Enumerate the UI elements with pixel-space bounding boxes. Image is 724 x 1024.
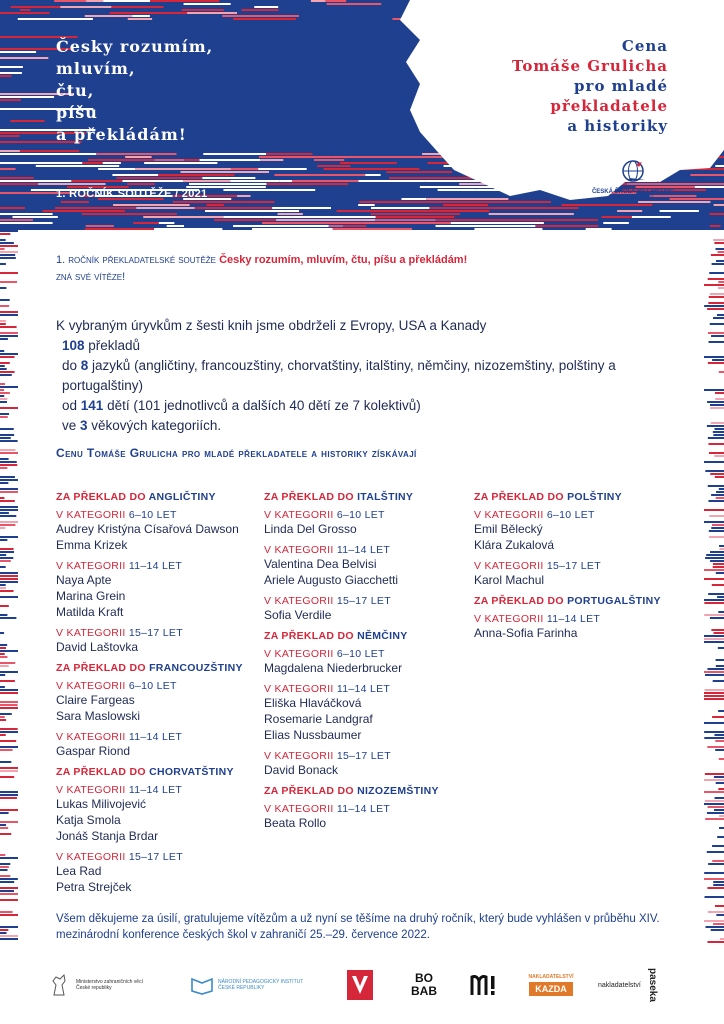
category-heading bbox=[56, 560, 261, 572]
winner-name: Klára Zukalová bbox=[474, 538, 555, 552]
language-heading bbox=[264, 630, 469, 642]
category-heading bbox=[56, 509, 261, 521]
category-heading bbox=[474, 560, 679, 572]
language-name: NĚMČINY bbox=[357, 630, 408, 642]
category-prefix: V KATEGORII bbox=[264, 544, 337, 556]
category-prefix: V KATEGORII bbox=[264, 648, 337, 660]
language-heading bbox=[56, 491, 261, 503]
prize-title-line: pro mladé bbox=[574, 77, 668, 95]
category-heading bbox=[474, 509, 679, 521]
winner-name: Lukas Milivojević bbox=[56, 797, 147, 811]
category-prefix: V KATEGORII bbox=[56, 509, 129, 521]
bobab-top: BO bbox=[415, 971, 433, 985]
m-logo-icon bbox=[469, 973, 499, 997]
v-logo-icon bbox=[347, 970, 373, 1000]
bobab-bottom: BAB bbox=[411, 984, 437, 998]
language-heading bbox=[474, 595, 679, 607]
stat-number: 108 bbox=[62, 338, 85, 353]
paseka-name: paseka bbox=[646, 968, 658, 1002]
category-group bbox=[474, 613, 679, 641]
language-prefix: ZA PŘEKLAD DO bbox=[264, 491, 358, 503]
globe-icon bbox=[622, 160, 644, 182]
stats-text: dětí (101 jednotlivců a dalších 40 dětí ze 7 kolektivů) bbox=[103, 398, 421, 413]
intro-part: 1. ročník překladatelské soutěže bbox=[56, 254, 220, 266]
stats-block bbox=[56, 316, 676, 436]
category-heading bbox=[56, 627, 261, 639]
language-name: PORTUGALŠTINY bbox=[567, 595, 661, 607]
winner-name: Gaspar Riond bbox=[56, 744, 131, 758]
intro-text bbox=[56, 252, 686, 286]
winner-name: David Bonack bbox=[264, 763, 339, 777]
book-icon bbox=[190, 975, 214, 995]
language-name: NIZOZEMŠTINY bbox=[357, 785, 439, 797]
winner-name: Lea Rad bbox=[56, 864, 102, 878]
category-range: 15–17 LET bbox=[546, 560, 601, 572]
language-name: ITALŠTINY bbox=[357, 491, 414, 503]
winner-name: Jonáš Stanja Brdar bbox=[56, 829, 159, 843]
year-line: 1. ROČNÍK SOUTĚŽE / 2021 bbox=[56, 188, 208, 200]
category-range: 15–17 LET bbox=[336, 750, 391, 762]
winner-name: Marina Grein bbox=[56, 589, 126, 603]
winner-name: Emma Krizek bbox=[56, 538, 128, 552]
category-range: 6–10 LET bbox=[128, 680, 177, 692]
category-heading bbox=[264, 509, 469, 521]
winner-name: Rosemarie Landgraf bbox=[264, 712, 373, 726]
winner-name: Karol Machul bbox=[474, 573, 545, 587]
category-group bbox=[56, 784, 261, 844]
category-heading bbox=[56, 680, 261, 692]
category-group bbox=[56, 680, 261, 724]
category-group bbox=[56, 851, 261, 895]
paseka-logo bbox=[598, 966, 690, 1004]
language-prefix: ZA PŘEKLAD DO bbox=[56, 491, 149, 503]
category-heading bbox=[264, 803, 469, 815]
npi-logo bbox=[190, 966, 310, 1004]
winners-column bbox=[474, 487, 679, 648]
category-group bbox=[264, 595, 469, 623]
language-name: CHORVATŠTINY bbox=[149, 766, 234, 778]
winner-name: Matilda Kraft bbox=[56, 605, 124, 619]
logo-subtitle: Česká diaspora bbox=[612, 195, 654, 201]
winner-name: Sofia Verdile bbox=[264, 608, 332, 622]
mf-logo bbox=[464, 966, 504, 1004]
winners-column bbox=[56, 487, 261, 902]
category-range: 6–10 LET bbox=[336, 509, 385, 521]
category-prefix: V KATEGORII bbox=[56, 680, 129, 692]
stats-text: ve bbox=[62, 418, 81, 433]
category-heading bbox=[264, 750, 469, 762]
contest-title-line: píšu bbox=[56, 103, 98, 122]
language-heading bbox=[56, 766, 261, 778]
category-group bbox=[264, 509, 469, 537]
winner-name: Petra Strejček bbox=[56, 880, 132, 894]
prize-title-line: a historiky bbox=[567, 117, 668, 135]
category-group bbox=[56, 627, 261, 655]
stats-text: věkových kategoriích. bbox=[87, 418, 222, 433]
logo-name: ČESKÁ ŠKOLA BEZ HRANIC bbox=[591, 189, 675, 195]
category-group bbox=[56, 509, 261, 553]
language-prefix: ZA PŘEKLAD DO bbox=[474, 491, 568, 503]
category-prefix: V KATEGORII bbox=[56, 851, 129, 863]
stats-text: od bbox=[62, 398, 81, 413]
right-stripe-border bbox=[704, 230, 724, 950]
category-heading bbox=[56, 731, 261, 743]
kazda-name: KAZDA bbox=[529, 982, 573, 996]
category-prefix: V KATEGORII bbox=[264, 509, 337, 521]
sponsor-logos bbox=[50, 966, 690, 1004]
category-range: 6–10 LET bbox=[546, 509, 595, 521]
language-name: FRANCOUZŠTINY bbox=[149, 662, 243, 674]
category-heading bbox=[56, 851, 261, 863]
intro-contest-name: Česky rozumím, mluvím, čtu, píšu a překládám! bbox=[219, 254, 468, 266]
category-prefix: V KATEGORII bbox=[56, 560, 129, 572]
category-prefix: V KATEGORII bbox=[474, 560, 547, 572]
npi-name: NÁRODNÍ PEDAGOGICKÝ INSTITUT ČESKÉ REPUBLIKY bbox=[218, 979, 304, 991]
ceska-skola-logo bbox=[588, 160, 678, 201]
category-prefix: V KATEGORII bbox=[264, 595, 337, 607]
language-name: ANGLIČTINY bbox=[148, 491, 216, 503]
category-group bbox=[264, 544, 469, 588]
vysehrad-logo bbox=[342, 966, 378, 1004]
category-group bbox=[474, 560, 679, 588]
winner-name: Claire Fargeas bbox=[56, 693, 135, 707]
language-prefix: ZA PŘEKLAD DO bbox=[56, 766, 150, 778]
category-heading bbox=[474, 613, 679, 625]
stat-number: 3 bbox=[80, 418, 88, 433]
prize-title-line: Tomáše Grulicha bbox=[511, 57, 668, 75]
mzv-logo bbox=[50, 966, 160, 1004]
category-group bbox=[264, 648, 469, 676]
language-prefix: ZA PŘEKLAD DO bbox=[264, 630, 358, 642]
winner-name: Audrey Kristýna Císařová Dawson bbox=[56, 522, 239, 536]
winner-name: Sara Maslowski bbox=[56, 709, 141, 723]
winner-name: Eliška Hlaváčková bbox=[264, 696, 362, 710]
language-prefix: ZA PŘEKLAD DO bbox=[474, 595, 568, 607]
paseka-prefix: nakladatelství bbox=[598, 981, 641, 989]
category-range: 15–17 LET bbox=[128, 627, 183, 639]
language-heading bbox=[56, 662, 261, 674]
category-group bbox=[264, 750, 469, 778]
prize-title bbox=[512, 36, 668, 136]
category-group bbox=[474, 509, 679, 553]
winner-name: Ariele Augusto Giacchetti bbox=[264, 573, 399, 587]
winner-name: Naya Apte bbox=[56, 573, 112, 587]
contest-title bbox=[56, 36, 213, 146]
language-prefix: ZA PŘEKLAD DO bbox=[56, 662, 150, 674]
winner-name: Katja Smola bbox=[56, 813, 121, 827]
category-group bbox=[56, 560, 261, 620]
stat-number: 141 bbox=[80, 398, 104, 413]
winner-name: Linda Del Grosso bbox=[264, 522, 357, 536]
category-prefix: V KATEGORII bbox=[56, 731, 129, 743]
winner-name: Valentina Dea Belvisi bbox=[264, 557, 377, 571]
category-heading bbox=[56, 784, 261, 796]
category-range: 15–17 LET bbox=[336, 595, 391, 607]
contest-title-line: čtu, bbox=[56, 81, 95, 100]
category-prefix: V KATEGORII bbox=[56, 627, 129, 639]
lion-emblem-icon bbox=[50, 973, 70, 997]
stats-text: do bbox=[62, 358, 81, 373]
category-prefix: V KATEGORII bbox=[474, 613, 547, 625]
language-name: POLŠTINY bbox=[567, 491, 622, 503]
stats-line: K vybraným úryvkům z šesti knih jsme obdrželi z Evropy, USA a Kanady bbox=[56, 318, 487, 333]
prize-heading: Cenu Tomáše Grulicha pro mladé překladatele a historiky získávají bbox=[56, 446, 417, 460]
winner-name: Elias Nussbaumer bbox=[264, 728, 362, 742]
kazda-caption: NAKLADATELSTVÍ bbox=[528, 974, 574, 980]
category-prefix: V KATEGORII bbox=[264, 803, 337, 815]
header-banner bbox=[0, 0, 724, 230]
kazda-logo bbox=[526, 966, 576, 1004]
stat-number: 8 bbox=[80, 358, 89, 373]
category-heading bbox=[264, 544, 469, 556]
mzv-name: Ministerstvo zahraničních věcí České republiky bbox=[76, 979, 143, 991]
category-range: 6–10 LET bbox=[336, 648, 385, 660]
contest-title-line: a překládám! bbox=[56, 125, 187, 144]
closing-text: Všem děkujeme za úsilí, gratulujeme vítězům a už nyní se těšíme na druhý ročník, který bude vyhlášen v průběhu XIV. mezinárodní konference českých škol v zahraničí 25.–29. července 2022. bbox=[56, 913, 660, 941]
winner-name: Emil Bělecký bbox=[474, 522, 543, 536]
left-stripe-border bbox=[0, 230, 18, 950]
category-heading bbox=[264, 648, 469, 660]
category-range: 11–14 LET bbox=[128, 784, 183, 796]
category-range: 11–14 LET bbox=[336, 544, 391, 556]
category-group bbox=[264, 683, 469, 743]
language-heading bbox=[264, 491, 469, 503]
category-range: 15–17 LET bbox=[128, 851, 183, 863]
category-prefix: V KATEGORII bbox=[56, 784, 129, 796]
category-range: 11–14 LET bbox=[128, 560, 183, 572]
language-heading bbox=[474, 491, 679, 503]
category-heading bbox=[264, 683, 469, 695]
category-range: 11–14 LET bbox=[546, 613, 601, 625]
category-range: 11–14 LET bbox=[336, 803, 391, 815]
category-group bbox=[264, 803, 469, 831]
prize-title-line: Cena bbox=[621, 37, 668, 55]
language-heading bbox=[264, 785, 469, 797]
winners-column bbox=[264, 487, 469, 838]
contest-title-line: mluvím, bbox=[56, 59, 136, 78]
category-group bbox=[56, 731, 261, 759]
category-heading bbox=[264, 595, 469, 607]
category-prefix: V KATEGORII bbox=[264, 750, 337, 762]
winner-name: Magdalena Niederbrucker bbox=[264, 661, 403, 675]
intro-part: zná své vítěze! bbox=[56, 271, 126, 283]
language-prefix: ZA PŘEKLAD DO bbox=[264, 785, 358, 797]
category-prefix: V KATEGORII bbox=[264, 683, 337, 695]
category-range: 11–14 LET bbox=[336, 683, 391, 695]
category-prefix: V KATEGORII bbox=[474, 509, 547, 521]
category-range: 6–10 LET bbox=[128, 509, 177, 521]
stats-text: jazyků (angličtiny, francouzštiny, chorvatštiny, italštiny, němčiny, nizozemštiny, polštiny a portugalštiny) bbox=[62, 358, 616, 393]
winner-name: Beata Rollo bbox=[264, 816, 327, 830]
contest-title-line: Česky rozumím, bbox=[56, 37, 214, 56]
winner-name: David Laštovka bbox=[56, 640, 139, 654]
bobab-logo bbox=[406, 966, 442, 1004]
stats-text: překladů bbox=[84, 338, 141, 353]
category-range: 11–14 LET bbox=[128, 731, 183, 743]
winner-name: Anna-Sofia Farinha bbox=[474, 626, 578, 640]
prize-title-line: překladatele bbox=[550, 97, 668, 115]
